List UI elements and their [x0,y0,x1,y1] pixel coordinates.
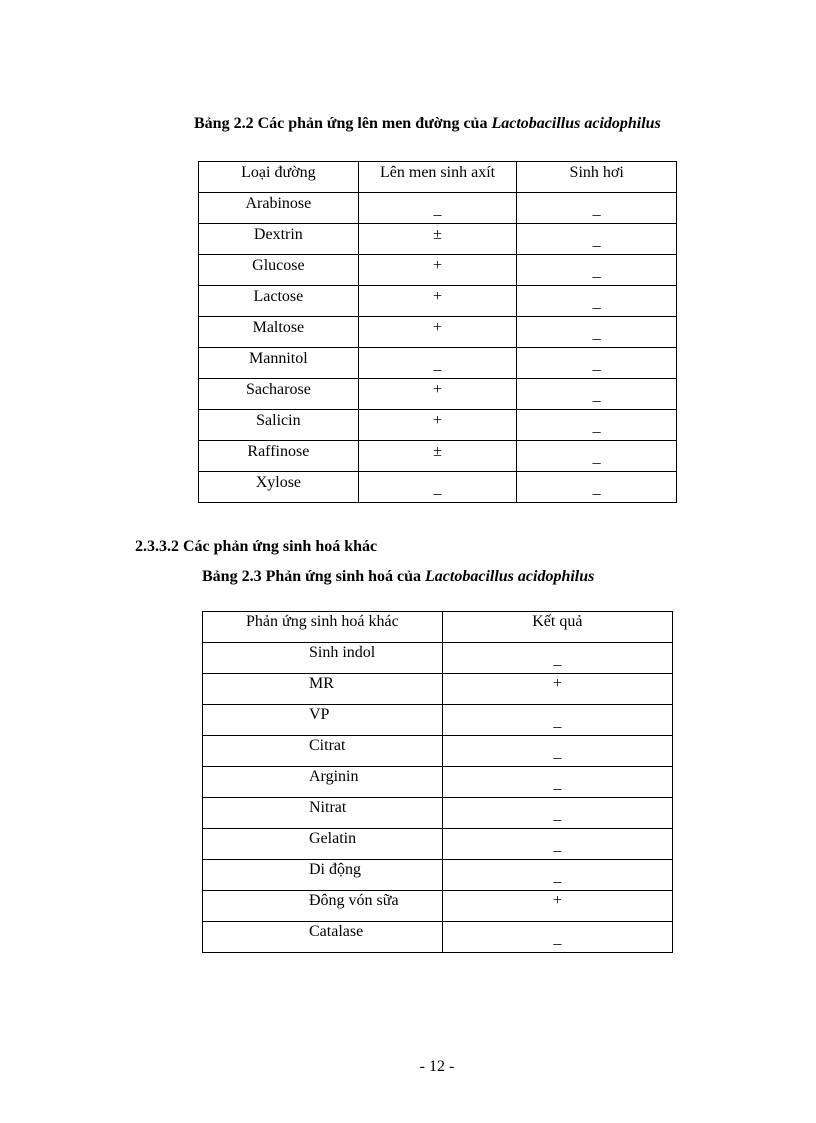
table-cell: + [358,286,517,317]
table-cell: + [358,255,517,286]
table-cell: _ [442,922,672,953]
table-row [199,255,677,286]
biochemical-reactions-table [202,611,673,953]
table-cell: _ [442,798,672,829]
table-cell: _ [442,767,672,798]
column-header: Kết quả [442,612,672,643]
table-cell: + [358,410,517,441]
table-cell: _ [517,410,677,441]
table-cell: Glucose [199,255,359,286]
table2-caption-prefix: Bảng 2.3 Phản ứng sinh hoá của [202,568,426,585]
column-header: Sinh hơi [517,162,677,193]
table-cell: + [358,379,517,410]
table-cell: _ [517,224,677,255]
table-cell: Arginin [203,767,443,798]
table2-caption [202,568,594,586]
page-number: - 12 - [419,1058,455,1075]
table-row [203,736,673,767]
table-cell: _ [517,441,677,472]
table-cell: + [358,317,517,348]
table-cell: Gelatin [203,829,443,860]
table-cell: Lactose [199,286,359,317]
table-row [199,379,677,410]
table-cell: Catalase [203,922,443,953]
table-cell: _ [517,348,677,379]
table-header-row [199,162,677,193]
table1-caption [194,115,661,133]
table-cell: Nitrat [203,798,443,829]
table1-caption-species: Lactobacillus acidophilus [491,115,661,132]
table-row [199,348,677,379]
table-cell: _ [442,829,672,860]
table-row [199,472,677,503]
table-cell: _ [517,317,677,348]
column-header: Loại đường [199,162,359,193]
table-row [203,798,673,829]
table-cell: + [442,674,672,705]
table-cell: _ [442,643,672,674]
table-cell: Maltose [199,317,359,348]
table-cell: _ [358,472,517,503]
sugar-fermentation-table [198,161,677,503]
table-cell: Raffinose [199,441,359,472]
table-row [199,224,677,255]
table-cell: _ [517,472,677,503]
table-row [199,286,677,317]
table-cell: + [442,891,672,922]
table-row [203,891,673,922]
table-cell: MR [203,674,443,705]
table-header-row [203,612,673,643]
table-cell: Salicin [199,410,359,441]
table-cell: _ [517,193,677,224]
section-heading: 2.3.3.2 Các phản ứng sinh hoá khác [135,538,378,555]
table-cell: Đông vón sữa [203,891,443,922]
table-cell: _ [358,193,517,224]
table-row [199,441,677,472]
table-row [203,643,673,674]
table-cell: _ [517,255,677,286]
table-cell: _ [442,736,672,767]
table-row [199,317,677,348]
table-cell: Sinh indol [203,643,443,674]
table-row [203,922,673,953]
table1-caption-prefix: Bảng 2.2 Các phản ứng lên men đường của [194,115,492,132]
table-cell: Arabinose [199,193,359,224]
table-cell: Citrat [203,736,443,767]
table-row [203,705,673,736]
table-cell: Xylose [199,472,359,503]
table-cell: Di động [203,860,443,891]
table-row [203,860,673,891]
table-cell: Mannitol [199,348,359,379]
column-header: Lên men sinh axít [358,162,517,193]
table-cell: _ [442,860,672,891]
table-cell: _ [358,348,517,379]
table-cell: VP [203,705,443,736]
table-row [203,674,673,705]
table-cell: Sacharose [199,379,359,410]
table-row [199,410,677,441]
table-row [199,193,677,224]
table-row [203,767,673,798]
table2-caption-species: Lactobacillus acidophilus [425,568,595,585]
table-cell: _ [517,286,677,317]
table-row [203,829,673,860]
column-header: Phản ứng sinh hoá khác [203,612,443,643]
table-cell: Dextrin [199,224,359,255]
table-cell: _ [442,705,672,736]
table-cell: _ [517,379,677,410]
table-cell: ± [358,441,517,472]
table-cell: ± [358,224,517,255]
